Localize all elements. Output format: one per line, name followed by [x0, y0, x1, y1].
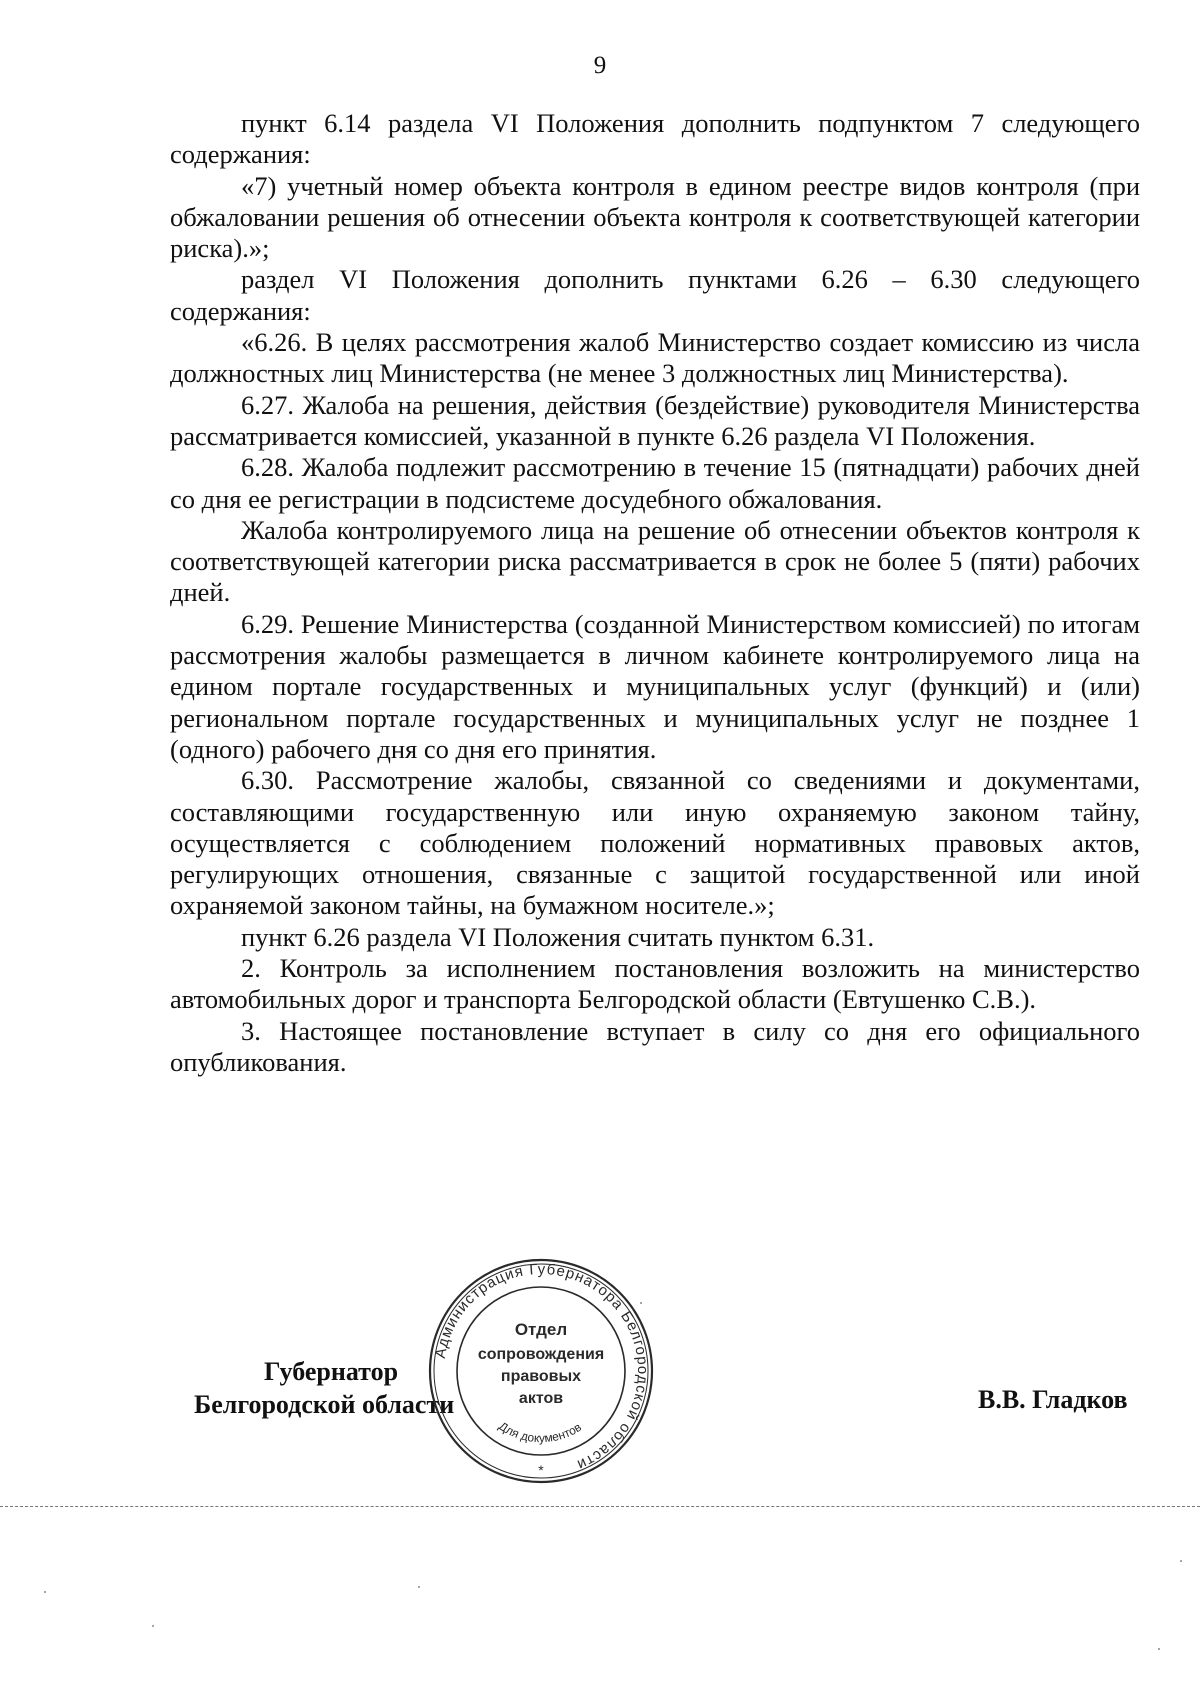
paragraph-7: Жалоба контролируемого лица на решение об отнесении объектов контроля к соответствующей категории риска рассматривается в срок не более 5 (пяти) рабочих дней. — [170, 514, 1140, 608]
signatory-name: В.В. Гладков — [978, 1385, 1128, 1414]
paragraph-6: 6.28. Жалоба подлежит рассмотрению в течение 15 (пятнадцати) рабочих дней со дня ее регистрации в подсистеме досудебного обжалования. — [170, 452, 1140, 514]
seal-outer-text: Администрация Губернатора Белгородской области — [431, 1260, 652, 1474]
scan-speck — [1180, 1560, 1182, 1562]
seal-center-line-1: Отдел — [514, 1320, 568, 1339]
paragraph-3: раздел VI Положения дополнить пунктами 6.26 – 6.30 следующего содержания: — [170, 264, 1140, 326]
scan-speck — [640, 1302, 642, 1304]
document-body — [170, 108, 1140, 1078]
signatory-title-line1: Губернатор — [264, 1357, 399, 1386]
seal-center-line-3: правовых — [500, 1368, 582, 1385]
seal-center-line-4: актов — [518, 1390, 564, 1407]
scan-speck — [1158, 1648, 1160, 1650]
paragraph-8: 6.29. Решение Министерства (созданной Министерством комиссией) по итогам рассмотрения жалобы размещается в личном кабинете контролируемого лица на едином портале государственных и муниципальных услуг (функций) и (или) региональном портале государственных и муниципальных услуг не позднее 1 (одного) рабочего дня со дня его принятия. — [170, 608, 1140, 764]
seal-star-icon: * — [538, 1462, 544, 1478]
paragraph-4: «6.26. В целях рассмотрения жалоб Министерство создает комиссию из числа должностных лиц Министерства (не менее 3 должностных лиц Министерства). — [170, 327, 1140, 389]
paragraph-10: пункт 6.26 раздела VI Положения считать пунктом 6.31. — [241, 921, 875, 952]
scan-speck — [44, 1591, 46, 1593]
paragraph-9: 6.30. Рассмотрение жалобы, связанной со сведениями и документами, составляющими государственную или иную охраняемую законом тайну, осуществляется с соблюдением положений нормативных правовых актов, регулирующих отношения, связанные с защитой государственной или иной охраняемой законом тайны, на бумажном носителе.»; — [170, 765, 1140, 921]
scan-speck — [152, 1625, 154, 1627]
seal-bottom-text: Для документов — [496, 1418, 584, 1446]
signatory-title-line2: Белгородской области — [194, 1390, 455, 1419]
paragraph-12: 3. Настоящее постановление вступает в силу со дня его официального опубликования. — [170, 1015, 1140, 1077]
paragraph-1: пункт 6.14 раздела VI Положения дополнить подпунктом 7 следующего содержания: — [170, 108, 1140, 170]
paragraph-2: «7) учетный номер объекта контроля в едином реестре видов контроля (при обжаловании решения об отнесении объекта контроля к соответствующей категории риска).»; — [170, 170, 1140, 264]
footer-divider — [0, 1506, 1200, 1507]
paragraph-5: 6.27. Жалоба на решения, действия (бездействие) руководителя Министерства рассматривается комиссией, указанной в пункте 6.26 раздела VI Положения. — [170, 389, 1140, 451]
official-seal-stamp — [427, 1257, 655, 1485]
paragraph-11: 2. Контроль за исполнением постановления возложить на министерство автомобильных дорог и транспорта Белгородской области (Евтушенко С.В.). — [170, 953, 1140, 1015]
scan-speck — [418, 1586, 420, 1588]
page-number: 9 — [593, 52, 607, 79]
seal-center-line-2: сопровождения — [477, 1346, 605, 1363]
